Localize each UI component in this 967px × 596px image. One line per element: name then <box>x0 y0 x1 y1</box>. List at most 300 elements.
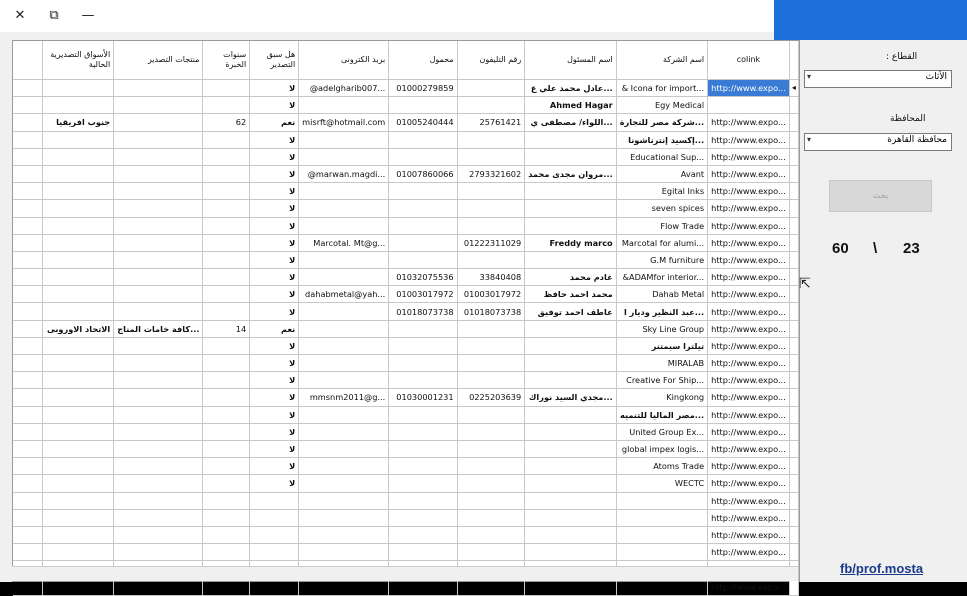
table-cell[interactable]: Marcotal. Mt@g... <box>299 234 389 251</box>
table-cell[interactable] <box>203 458 250 475</box>
table-cell[interactable] <box>203 355 250 372</box>
table-row[interactable] <box>13 183 799 200</box>
table-cell[interactable] <box>203 544 250 561</box>
table-cell[interactable] <box>114 234 203 251</box>
table-cell[interactable]: http://www.expo... <box>708 475 790 492</box>
table-cell[interactable] <box>43 286 114 303</box>
footer-link[interactable]: fb/prof.mosta <box>840 561 924 576</box>
table-cell[interactable] <box>299 355 389 372</box>
table-cell[interactable] <box>43 251 114 268</box>
table-cell[interactable]: لا <box>250 148 299 165</box>
table-cell[interactable] <box>525 251 616 268</box>
table-cell[interactable]: http://www.expo... <box>708 423 790 440</box>
table-cell[interactable] <box>203 406 250 423</box>
table-cell[interactable]: جنوب افريقيا <box>43 114 114 131</box>
table-cell[interactable] <box>299 475 389 492</box>
table-cell[interactable]: http://www.expo... <box>708 389 790 406</box>
table-cell[interactable] <box>389 406 457 423</box>
table-cell[interactable]: seven spices <box>616 200 707 217</box>
table-cell[interactable] <box>299 131 389 148</box>
row-header[interactable] <box>789 114 798 131</box>
table-cell[interactable] <box>114 286 203 303</box>
table-row[interactable] <box>13 355 799 372</box>
table-cell[interactable] <box>457 372 525 389</box>
row-header[interactable] <box>789 131 798 148</box>
table-cell[interactable] <box>203 526 250 543</box>
table-cell[interactable] <box>457 492 525 509</box>
minimize-icon[interactable]: — <box>81 8 95 23</box>
row-header[interactable] <box>789 183 798 200</box>
table-cell[interactable] <box>114 526 203 543</box>
table-cell[interactable]: http://www.expo... <box>708 406 790 423</box>
table-cell[interactable] <box>114 372 203 389</box>
table-cell[interactable]: http://www.expo... <box>708 578 790 595</box>
row-header[interactable] <box>789 423 798 440</box>
grid-column-header[interactable]: الأسواق التصديرية الحالية <box>43 41 114 80</box>
table-row[interactable] <box>13 217 799 234</box>
table-cell[interactable] <box>43 97 114 114</box>
table-cell[interactable]: http://www.expo... <box>708 165 790 182</box>
table-cell[interactable] <box>299 440 389 457</box>
table-cell[interactable]: لا <box>250 251 299 268</box>
table-cell[interactable] <box>299 217 389 234</box>
table-cell[interactable] <box>457 509 525 526</box>
table-cell[interactable]: لا <box>250 97 299 114</box>
table-cell[interactable] <box>114 337 203 354</box>
row-header[interactable] <box>789 509 798 526</box>
table-cell[interactable]: Egy Medical <box>616 97 707 114</box>
table-cell[interactable] <box>250 509 299 526</box>
table-cell[interactable]: لا <box>250 355 299 372</box>
table-cell[interactable] <box>389 509 457 526</box>
table-cell[interactable]: لا <box>250 131 299 148</box>
table-cell[interactable] <box>114 458 203 475</box>
table-cell[interactable] <box>299 183 389 200</box>
table-cell[interactable] <box>525 148 616 165</box>
grid-column-header[interactable]: اسم المسئول <box>525 41 616 80</box>
table-cell[interactable]: http://www.expo... <box>708 372 790 389</box>
table-cell[interactable]: لا <box>250 80 299 97</box>
table-cell[interactable] <box>203 251 250 268</box>
table-cell[interactable]: Creative For Ship... <box>616 372 707 389</box>
table-cell[interactable] <box>457 423 525 440</box>
table-row[interactable] <box>13 492 799 509</box>
restore-icon[interactable]: ⧉ <box>49 8 59 23</box>
table-row[interactable] <box>13 544 799 561</box>
table-cell[interactable] <box>43 355 114 372</box>
table-cell[interactable] <box>457 458 525 475</box>
row-header[interactable] <box>789 165 798 182</box>
table-cell[interactable]: 01030001231 <box>389 389 457 406</box>
row-header[interactable] <box>789 492 798 509</box>
table-cell[interactable] <box>203 492 250 509</box>
table-cell[interactable]: لا <box>250 458 299 475</box>
table-cell[interactable]: لا <box>250 183 299 200</box>
row-header[interactable] <box>789 355 798 372</box>
table-cell[interactable] <box>525 337 616 354</box>
table-cell[interactable] <box>457 97 525 114</box>
table-cell[interactable] <box>114 475 203 492</box>
table-cell[interactable] <box>43 200 114 217</box>
table-row[interactable] <box>13 251 799 268</box>
table-row[interactable] <box>13 80 799 97</box>
table-cell[interactable] <box>114 355 203 372</box>
row-header[interactable] <box>789 337 798 354</box>
table-cell[interactable]: mmsnm2011@g... <box>299 389 389 406</box>
table-cell[interactable] <box>299 372 389 389</box>
table-cell[interactable] <box>43 423 114 440</box>
table-cell[interactable] <box>114 165 203 182</box>
table-cell[interactable]: http://www.expo... <box>708 286 790 303</box>
table-cell[interactable]: نعم <box>250 320 299 337</box>
table-cell[interactable] <box>299 337 389 354</box>
table-cell[interactable] <box>43 544 114 561</box>
row-header[interactable] <box>789 251 798 268</box>
table-cell[interactable]: 2793321602 <box>457 165 525 182</box>
row-header[interactable] <box>789 320 798 337</box>
table-cell[interactable] <box>203 97 250 114</box>
table-cell[interactable] <box>457 406 525 423</box>
table-cell[interactable] <box>457 80 525 97</box>
table-cell[interactable] <box>114 389 203 406</box>
table-cell[interactable] <box>299 251 389 268</box>
table-cell[interactable] <box>457 200 525 217</box>
table-row[interactable] <box>13 165 799 182</box>
table-cell[interactable]: Educational Sup... <box>616 148 707 165</box>
table-cell[interactable]: لا <box>250 440 299 457</box>
table-cell[interactable] <box>299 423 389 440</box>
table-cell[interactable] <box>43 526 114 543</box>
table-cell[interactable] <box>389 423 457 440</box>
table-cell[interactable] <box>389 183 457 200</box>
table-cell[interactable]: 01003017972 <box>457 286 525 303</box>
table-cell[interactable] <box>114 131 203 148</box>
table-cell[interactable]: لا <box>250 475 299 492</box>
table-cell[interactable]: Dahab Metal <box>616 286 707 303</box>
table-row[interactable] <box>13 406 799 423</box>
table-row[interactable] <box>13 303 799 320</box>
table-cell[interactable] <box>114 97 203 114</box>
table-cell[interactable] <box>389 458 457 475</box>
table-cell[interactable]: إكسيد إنترناشونا... <box>616 131 707 148</box>
table-cell[interactable] <box>525 526 616 543</box>
row-header[interactable] <box>789 217 798 234</box>
table-cell[interactable]: http://www.expo... <box>708 80 790 97</box>
row-header[interactable] <box>789 544 798 561</box>
table-cell[interactable] <box>457 131 525 148</box>
grid-column-header[interactable]: رقم التليفون <box>457 41 525 80</box>
table-cell[interactable] <box>203 148 250 165</box>
table-cell[interactable] <box>43 372 114 389</box>
row-header[interactable] <box>789 269 798 286</box>
table-cell[interactable]: عبد النظير وديار ا... <box>616 303 707 320</box>
table-cell[interactable]: لا <box>250 303 299 320</box>
table-cell[interactable]: 01005240444 <box>389 114 457 131</box>
table-cell[interactable]: http://www.expo... <box>708 200 790 217</box>
table-cell[interactable] <box>203 269 250 286</box>
table-cell[interactable] <box>299 509 389 526</box>
table-row[interactable] <box>13 475 799 492</box>
table-cell[interactable]: عادل محمد علي ع... <box>525 80 616 97</box>
table-cell[interactable] <box>203 389 250 406</box>
table-cell[interactable] <box>525 509 616 526</box>
table-cell[interactable]: MIRALAB <box>616 355 707 372</box>
table-cell[interactable]: لا <box>250 269 299 286</box>
table-row[interactable] <box>13 509 799 526</box>
table-cell[interactable] <box>114 406 203 423</box>
table-cell[interactable]: لا <box>250 217 299 234</box>
table-cell[interactable] <box>114 544 203 561</box>
table-cell[interactable]: & Icona for import... <box>616 80 707 97</box>
table-cell[interactable]: لا <box>250 389 299 406</box>
table-cell[interactable] <box>299 406 389 423</box>
table-cell[interactable] <box>389 217 457 234</box>
table-cell[interactable] <box>203 303 250 320</box>
sector-dropdown[interactable] <box>804 70 952 88</box>
table-cell[interactable]: كافة خامات المناج... <box>114 320 203 337</box>
table-row[interactable] <box>13 148 799 165</box>
table-cell[interactable]: http://www.expo... <box>708 544 790 561</box>
table-cell[interactable] <box>457 251 525 268</box>
table-cell[interactable] <box>457 148 525 165</box>
table-cell[interactable] <box>389 355 457 372</box>
table-cell[interactable] <box>114 303 203 320</box>
table-cell[interactable] <box>299 544 389 561</box>
table-cell[interactable] <box>457 217 525 234</box>
table-cell[interactable]: لا <box>250 406 299 423</box>
table-cell[interactable]: http://www.expo... <box>708 251 790 268</box>
table-cell[interactable]: http://www.expo... <box>708 440 790 457</box>
row-header[interactable] <box>789 97 798 114</box>
row-header[interactable] <box>789 234 798 251</box>
table-cell[interactable] <box>43 303 114 320</box>
table-cell[interactable]: تيلترا سيمتنر <box>616 337 707 354</box>
table-cell[interactable] <box>389 320 457 337</box>
table-cell[interactable] <box>389 526 457 543</box>
grid-column-header[interactable]: colink <box>708 41 790 80</box>
table-cell[interactable]: لا <box>250 234 299 251</box>
table-cell[interactable]: http://www.expo... <box>708 458 790 475</box>
row-header[interactable]: ◂ <box>789 80 798 97</box>
table-cell[interactable]: Sky Line Group <box>616 320 707 337</box>
row-header[interactable] <box>789 303 798 320</box>
table-cell[interactable] <box>43 458 114 475</box>
table-cell[interactable] <box>457 337 525 354</box>
table-cell[interactable] <box>457 475 525 492</box>
table-cell[interactable] <box>525 492 616 509</box>
table-cell[interactable]: @adelgharib007... <box>299 80 389 97</box>
table-cell[interactable] <box>389 544 457 561</box>
table-cell[interactable] <box>525 406 616 423</box>
table-cell[interactable] <box>389 234 457 251</box>
table-cell[interactable]: global impex logis... <box>616 440 707 457</box>
table-cell[interactable]: &ADAMfor interior... <box>616 269 707 286</box>
table-cell[interactable] <box>299 200 389 217</box>
table-cell[interactable] <box>389 200 457 217</box>
grid-column-header[interactable]: اسم الشركة <box>616 41 707 80</box>
table-cell[interactable] <box>299 269 389 286</box>
table-cell[interactable]: لا <box>250 372 299 389</box>
row-header[interactable] <box>789 372 798 389</box>
table-cell[interactable] <box>389 131 457 148</box>
table-cell[interactable] <box>389 97 457 114</box>
table-row[interactable] <box>13 458 799 475</box>
table-cell[interactable] <box>43 234 114 251</box>
table-cell[interactable] <box>389 251 457 268</box>
table-cell[interactable] <box>525 355 616 372</box>
table-cell[interactable]: الاتحاد الاوروبى <box>43 320 114 337</box>
table-cell[interactable] <box>203 131 250 148</box>
table-cell[interactable]: عاطف احمد توفيق <box>525 303 616 320</box>
table-cell[interactable] <box>525 200 616 217</box>
table-cell[interactable]: 01000279859 <box>389 80 457 97</box>
table-row[interactable] <box>13 234 799 251</box>
table-cell[interactable]: http://www.expo... <box>708 509 790 526</box>
table-cell[interactable] <box>114 509 203 526</box>
table-cell[interactable]: 14 <box>203 320 250 337</box>
table-cell[interactable] <box>43 131 114 148</box>
table-cell[interactable] <box>525 183 616 200</box>
table-cell[interactable]: G.M furniture <box>616 251 707 268</box>
table-cell[interactable] <box>708 97 790 114</box>
row-header[interactable] <box>789 526 798 543</box>
table-cell[interactable] <box>525 131 616 148</box>
table-cell[interactable] <box>43 80 114 97</box>
table-row[interactable] <box>13 200 799 217</box>
table-cell[interactable] <box>457 526 525 543</box>
table-cell[interactable] <box>43 406 114 423</box>
table-cell[interactable] <box>299 526 389 543</box>
data-grid[interactable] <box>12 40 800 592</box>
table-cell[interactable] <box>525 544 616 561</box>
row-header[interactable] <box>789 440 798 457</box>
table-cell[interactable] <box>299 148 389 165</box>
table-cell[interactable] <box>43 389 114 406</box>
table-cell[interactable] <box>114 440 203 457</box>
table-cell[interactable] <box>114 269 203 286</box>
table-cell[interactable] <box>203 423 250 440</box>
table-cell[interactable] <box>203 475 250 492</box>
table-cell[interactable]: مروان مجدى محمد... <box>525 165 616 182</box>
table-cell[interactable] <box>299 97 389 114</box>
table-cell[interactable] <box>114 114 203 131</box>
table-cell[interactable] <box>457 355 525 372</box>
table-cell[interactable] <box>525 372 616 389</box>
table-row[interactable] <box>13 372 799 389</box>
grid-column-header[interactable]: سنوات الخبرة <box>203 41 250 80</box>
governorate-dropdown[interactable] <box>804 133 952 151</box>
table-cell[interactable]: http://www.expo... <box>708 355 790 372</box>
table-cell[interactable] <box>616 544 707 561</box>
table-cell[interactable] <box>299 320 389 337</box>
table-cell[interactable] <box>250 544 299 561</box>
table-cell[interactable] <box>114 217 203 234</box>
table-cell[interactable] <box>525 217 616 234</box>
table-cell[interactable]: غادم محمد <box>525 269 616 286</box>
table-cell[interactable] <box>43 492 114 509</box>
table-cell[interactable]: نعم <box>250 114 299 131</box>
table-cell[interactable]: Ahmed Hagar <box>525 97 616 114</box>
table-cell[interactable] <box>43 165 114 182</box>
table-cell[interactable]: http://www.expo... <box>708 492 790 509</box>
table-row[interactable] <box>13 337 799 354</box>
table-cell[interactable] <box>525 458 616 475</box>
table-cell[interactable]: Atoms Trade <box>616 458 707 475</box>
row-header[interactable] <box>789 389 798 406</box>
row-header[interactable] <box>789 458 798 475</box>
table-cell[interactable] <box>525 440 616 457</box>
table-row[interactable] <box>13 440 799 457</box>
table-cell[interactable]: اللواء/ مصطفى ي... <box>525 114 616 131</box>
table-cell[interactable]: Flow Trade <box>616 217 707 234</box>
table-cell[interactable] <box>389 492 457 509</box>
table-cell[interactable] <box>203 183 250 200</box>
table-cell[interactable]: 62 <box>203 114 250 131</box>
table-cell[interactable]: http://www.expo... <box>708 526 790 543</box>
table-cell[interactable] <box>203 440 250 457</box>
table-cell[interactable] <box>457 440 525 457</box>
grid-column-header[interactable]: محمول <box>389 41 457 80</box>
table-cell[interactable]: 01222311029 <box>457 234 525 251</box>
table-cell[interactable] <box>525 320 616 337</box>
table-cell[interactable] <box>525 423 616 440</box>
table-cell[interactable] <box>525 475 616 492</box>
table-cell[interactable]: http://www.expo... <box>708 148 790 165</box>
table-cell[interactable] <box>389 148 457 165</box>
table-cell[interactable]: misrft@hotmail.com <box>299 114 389 131</box>
table-cell[interactable]: 01003017972 <box>389 286 457 303</box>
table-cell[interactable] <box>203 217 250 234</box>
table-cell[interactable] <box>203 234 250 251</box>
table-row[interactable] <box>13 286 799 303</box>
table-cell[interactable]: لا <box>250 200 299 217</box>
table-row[interactable] <box>13 423 799 440</box>
table-cell[interactable]: http://www.expo... <box>708 234 790 251</box>
table-cell[interactable] <box>250 492 299 509</box>
grid-column-header[interactable]: هل سبق التصدير <box>250 41 299 80</box>
table-cell[interactable]: Avant <box>616 165 707 182</box>
row-header[interactable] <box>789 406 798 423</box>
table-cell[interactable]: 25761421 <box>457 114 525 131</box>
table-row[interactable] <box>13 131 799 148</box>
grid-column-header[interactable]: منتجات التصدير <box>114 41 203 80</box>
table-row[interactable] <box>13 114 799 131</box>
table-cell[interactable] <box>43 475 114 492</box>
table-row[interactable] <box>13 389 799 406</box>
table-cell[interactable]: Freddy marco <box>525 234 616 251</box>
table-cell[interactable] <box>299 492 389 509</box>
table-cell[interactable]: محمد احمد حافظ <box>525 286 616 303</box>
table-cell[interactable]: Egital Inks <box>616 183 707 200</box>
table-cell[interactable] <box>114 251 203 268</box>
table-cell[interactable] <box>389 337 457 354</box>
table-row[interactable] <box>13 269 799 286</box>
close-icon[interactable]: ✕ <box>14 8 26 23</box>
search-button[interactable]: بحث <box>829 180 932 212</box>
table-row[interactable] <box>13 320 799 337</box>
table-cell[interactable]: لا <box>250 337 299 354</box>
table-cell[interactable]: لا <box>250 423 299 440</box>
table-cell[interactable] <box>203 200 250 217</box>
table-cell[interactable] <box>114 183 203 200</box>
table-cell[interactable]: 01018073738 <box>457 303 525 320</box>
table-cell[interactable]: شركة مصر للتجارة... <box>616 114 707 131</box>
table-cell[interactable] <box>299 303 389 320</box>
row-header[interactable] <box>789 200 798 217</box>
table-cell[interactable]: http://www.expo... <box>708 217 790 234</box>
table-cell[interactable]: 01007860066 <box>389 165 457 182</box>
table-cell[interactable] <box>203 509 250 526</box>
